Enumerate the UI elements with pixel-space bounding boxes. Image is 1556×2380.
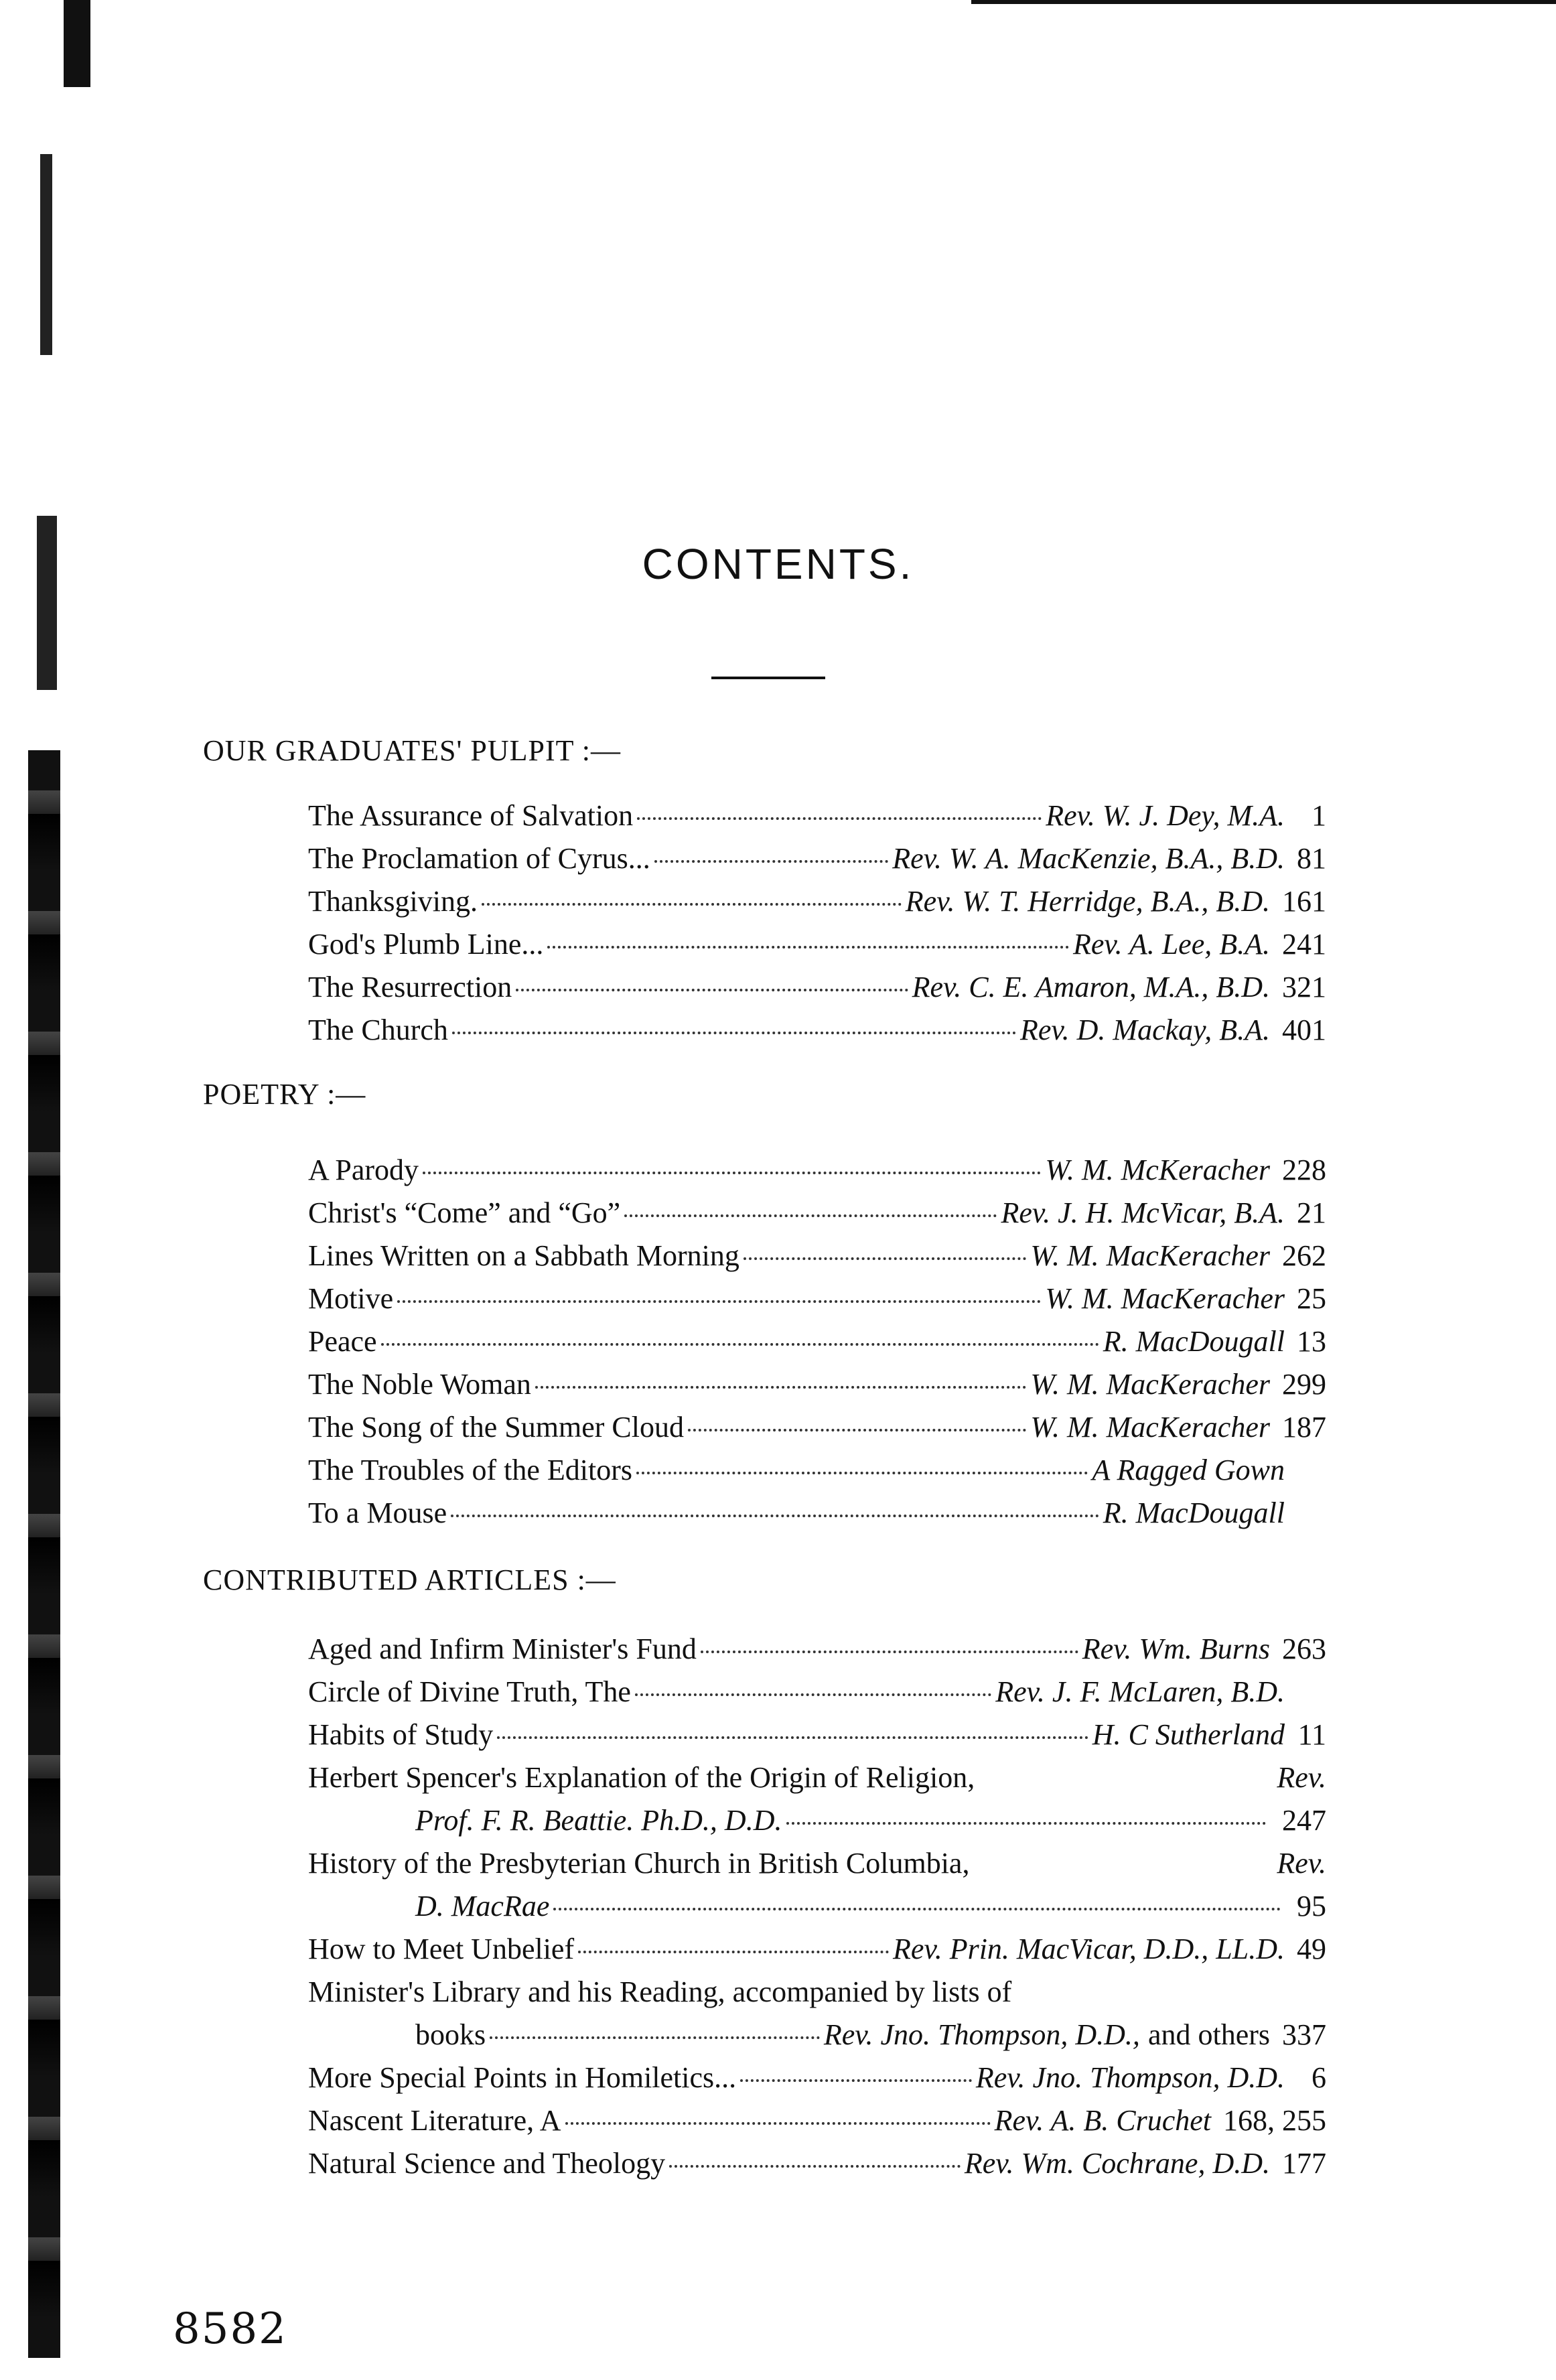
toc-entry [308, 2101, 1326, 2141]
entry-page: 1 [1312, 799, 1326, 832]
dot-leader [381, 1343, 1099, 1346]
entry-page: 49 [1297, 1933, 1326, 1965]
toc-entry [308, 2058, 1326, 2098]
entry-author: W. M. MacKeracher [1045, 1282, 1285, 1315]
entry-author: Rev. Jno. Thompson, D.D. [975, 2061, 1285, 2094]
entry-author: Rev. C. E. Amaron, M.A., B.D. [912, 971, 1270, 1003]
entry-title: Thanksgiving. [308, 885, 478, 918]
entry-author: Rev. J. H. McVicar, B.A. [1001, 1196, 1285, 1229]
dot-leader [688, 1429, 1026, 1431]
dot-leader [497, 1736, 1088, 1739]
entry-title: The Proclamation of Cyrus... [308, 842, 650, 875]
entry-author: Prof. F. R. Beattie. Ph.D., D.D. [415, 1804, 782, 1837]
entry-author: D. MacRae [415, 1890, 550, 1922]
entry-title: Christ's “Come” and “Go” [308, 1196, 621, 1229]
toc-entry [308, 967, 1326, 1007]
entry-title: God's Plumb Line... [308, 928, 544, 961]
entry-author: Rev. D. Mackay, B.A. [1019, 1013, 1270, 1046]
entry-title-end: Rev. [1277, 1847, 1326, 1880]
entry-author: Rev. W. T. Herridge, B.A., B.D. [905, 885, 1270, 918]
entry-author: H. C Sutherland [1092, 1718, 1285, 1751]
entry-author: Rev. W. A. MacKenzie, B.A., B.D. [892, 842, 1285, 875]
binding-edge-mark [40, 154, 52, 355]
toc-entry [308, 1407, 1326, 1448]
entry-page: 11 [1297, 1718, 1326, 1751]
entry-title: Peace [308, 1325, 377, 1358]
entry-title: To a Mouse [308, 1496, 447, 1529]
entry-title: History of the Presbyterian Church in British Columbia, [308, 1847, 970, 1880]
dot-leader [669, 2165, 961, 2168]
toc-entry [308, 796, 1326, 836]
binding-edge-mark [64, 0, 90, 87]
toc-entry [308, 1672, 1326, 1712]
handwritten-catalog-number: 8582 [173, 2304, 287, 2354]
dot-leader [452, 1032, 1016, 1034]
entry-author: Rev. A. Lee, B.A. [1072, 928, 1270, 961]
entry-author: Rev. W. J. Dey, M.A. [1046, 799, 1285, 832]
entry-page: 81 [1297, 842, 1326, 875]
entry-page: 161 [1282, 885, 1326, 918]
section-heading: POETRY :— [203, 1078, 366, 1111]
toc-entry [308, 1322, 1326, 1362]
entry-author: R. MacDougall [1103, 1325, 1285, 1358]
toc-entry [308, 1929, 1326, 1969]
entry-author: Rev. Wm. Cochrane, D.D. [964, 2147, 1270, 2180]
entry-title: The Song of the Summer Cloud [308, 1411, 684, 1444]
entry-page: 168, 255 [1223, 2104, 1326, 2137]
entry-page: 187 [1282, 1411, 1326, 1444]
toc-entry [308, 1279, 1326, 1319]
toc-entry [308, 1236, 1326, 1276]
entry-page: 263 [1282, 1632, 1326, 1665]
entry-page: 228 [1282, 1153, 1326, 1186]
entry-page: 401 [1282, 1013, 1326, 1046]
dot-leader [624, 1214, 997, 1217]
toc-entry [308, 1715, 1326, 1755]
title-rule [711, 677, 825, 679]
dot-leader [636, 1472, 1088, 1474]
toc-entry [308, 1450, 1326, 1490]
entry-author: W. M. MacKeracher [1030, 1239, 1270, 1272]
entry-page: 299 [1282, 1368, 1326, 1401]
entry-page: 21 [1297, 1196, 1326, 1229]
entry-page: 247 [1282, 1804, 1326, 1837]
dot-leader [547, 946, 1069, 949]
toc-entry [308, 1364, 1326, 1405]
entry-author: Rev. A. B. Cruchet [994, 2104, 1211, 2137]
dot-leader [423, 1172, 1041, 1174]
dot-leader [516, 989, 908, 991]
dot-leader [565, 2122, 991, 2125]
entry-title: Lines Written on a Sabbath Morning [308, 1239, 739, 1272]
toc-entry [308, 882, 1326, 922]
dot-leader [740, 2079, 972, 2082]
entry-title: A Parody [308, 1153, 419, 1186]
entry-title: Habits of Study [308, 1718, 494, 1751]
dot-leader [578, 1951, 889, 1953]
entry-author: W. M. McKeracher [1045, 1153, 1270, 1186]
entry-page: 6 [1312, 2061, 1326, 2094]
entry-page: 25 [1297, 1282, 1326, 1315]
entry-page: 177 [1282, 2147, 1326, 2180]
dot-leader [786, 1822, 1267, 1825]
dot-leader [451, 1515, 1099, 1517]
entry-author: W. M. MacKeracher [1030, 1411, 1270, 1444]
entry-author: W. M. MacKeracher [1030, 1368, 1270, 1401]
dot-leader [397, 1300, 1041, 1303]
entry-author: Rev. Prin. MacVicar, D.D., LL.D. [893, 1933, 1285, 1965]
entry-title: Minister's Library and his Reading, accompanied by lists of [308, 1975, 1012, 2008]
entry-title: The Resurrection [308, 971, 512, 1003]
entry-title: The Noble Woman [308, 1368, 531, 1401]
dot-leader [637, 817, 1042, 820]
entry-page: 95 [1297, 1890, 1326, 1922]
dot-leader [744, 1257, 1026, 1260]
entry-page: 241 [1282, 928, 1326, 961]
entry-page: 262 [1282, 1239, 1326, 1272]
page-title: CONTENTS. [642, 540, 914, 588]
entry-title-end: Rev. [1277, 1761, 1326, 1794]
toc-entry [308, 1150, 1326, 1190]
entry-author: Rev. Wm. Burns [1082, 1632, 1270, 1665]
entry-title: Natural Science and Theology [308, 2147, 666, 2180]
entry-page: 13 [1297, 1325, 1326, 1358]
toc-entry [308, 839, 1326, 879]
entry-title: The Troubles of the Editors [308, 1454, 632, 1486]
entry-author: Rev. Jno. Thompson, D.D., [823, 2018, 1140, 2051]
entry-page: 321 [1282, 971, 1326, 1003]
toc-entry [308, 1972, 1326, 2012]
entry-title: Herbert Spencer's Explanation of the Origin of Religion, [308, 1761, 975, 1794]
toc-entry-continuation [415, 1886, 1326, 1927]
entry-title: Nascent Literature, A [308, 2104, 561, 2137]
binding-edge-strip [28, 750, 60, 2358]
entry-page: 337 [1282, 2018, 1326, 2051]
entry-author: Rev. J. F. McLaren, B.D. [995, 1675, 1285, 1708]
toc-entry [308, 1010, 1326, 1050]
entry-title: Circle of Divine Truth, The [308, 1675, 631, 1708]
section-heading: OUR GRADUATES' PULPIT :— [203, 734, 621, 767]
toc-entry [308, 2144, 1326, 2184]
section-heading: CONTRIBUTED ARTICLES :— [203, 1563, 616, 1596]
dot-leader [701, 1651, 1078, 1653]
entry-title: The Church [308, 1013, 448, 1046]
dot-leader [535, 1386, 1026, 1389]
entry-author-suffix: and others [1147, 2018, 1270, 2051]
entry-title: How to Meet Unbelief [308, 1933, 575, 1965]
entry-author: A Ragged Gown [1092, 1454, 1285, 1486]
entry-title-continuation: books [415, 2018, 486, 2051]
dot-leader [553, 1908, 1281, 1910]
dot-leader [654, 860, 888, 863]
toc-entry [308, 1843, 1326, 1884]
toc-entry [308, 1629, 1326, 1669]
dot-leader [482, 903, 902, 906]
dot-leader [490, 2036, 820, 2039]
toc-entry-continuation [415, 1801, 1326, 1841]
toc-entry [308, 1193, 1326, 1233]
entry-title: The Assurance of Salvation [308, 799, 634, 832]
entry-title: Motive [308, 1282, 394, 1315]
entry-title: Aged and Infirm Minister's Fund [308, 1632, 697, 1665]
toc-entry-continuation [415, 2015, 1326, 2055]
top-edge-rule [971, 0, 1556, 4]
entry-author: R. MacDougall [1103, 1496, 1285, 1529]
toc-entry [308, 924, 1326, 965]
toc-entry [308, 1758, 1326, 1798]
entry-title: More Special Points in Homiletics... [308, 2061, 737, 2094]
dot-leader [635, 1693, 991, 1696]
toc-entry [308, 1493, 1326, 1533]
